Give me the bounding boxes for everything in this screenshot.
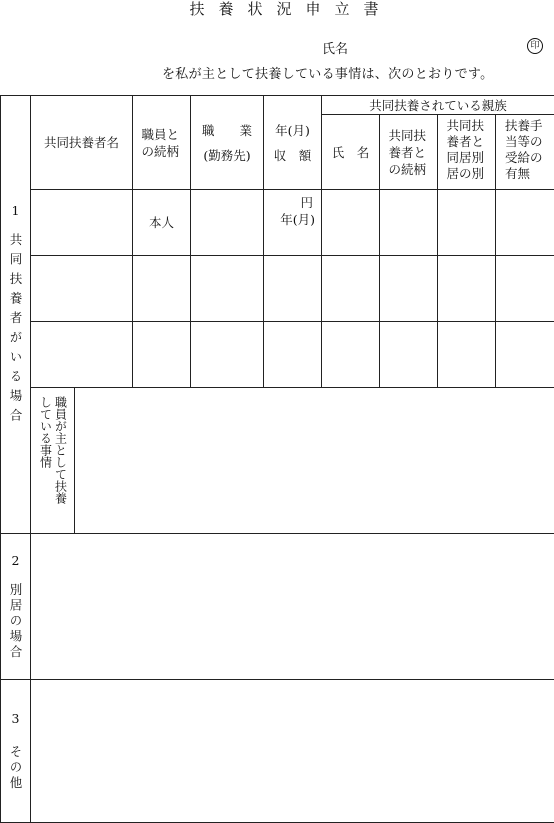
statement-text: を私が主として扶養している事情は、次のとおりです。: [162, 63, 493, 82]
section2-label: 別居の場合: [7, 583, 24, 661]
row1-name[interactable]: [31, 190, 133, 256]
row2-relative-allowance[interactable]: [496, 256, 554, 322]
row1-relative-name[interactable]: [322, 190, 380, 256]
row2-relative-name[interactable]: [322, 256, 380, 322]
header-income-bottom: 収 額: [264, 147, 321, 164]
header-co-supporter-name: 共同扶養者名: [31, 96, 133, 190]
row1-relative-cohabit[interactable]: [438, 190, 496, 256]
header-income-top: 年(月): [264, 122, 321, 139]
section2-field[interactable]: [31, 534, 554, 680]
row3-occupation[interactable]: [191, 322, 264, 388]
dependency-form-table: [0, 95, 554, 823]
header-co-supported-relatives: 共同扶養されている親族: [322, 96, 554, 115]
header-occupation-bottom: (勤務先): [191, 147, 263, 164]
row3-relative-allowance[interactable]: [496, 322, 554, 388]
subheader-cohabitation: 共同扶養者と同居別居の別: [438, 115, 496, 190]
row3-name[interactable]: [31, 322, 133, 388]
reason-field[interactable]: [75, 388, 554, 534]
row3-relative-name[interactable]: [322, 322, 380, 388]
section2-label-cell: [1, 534, 31, 680]
row1-income[interactable]: [264, 190, 322, 256]
row3-relation[interactable]: [133, 322, 191, 388]
row2-relative-relation[interactable]: [380, 256, 438, 322]
subheader-relation: 共同扶養者との続柄: [380, 115, 438, 190]
section1-label-cell: [1, 96, 31, 534]
form-title: 扶養状況申立書: [0, 0, 554, 18]
row2-relation[interactable]: [133, 256, 191, 322]
row1-occupation[interactable]: [191, 190, 264, 256]
row2-name[interactable]: [31, 256, 133, 322]
section3-number: 3: [12, 710, 20, 727]
row1-relative-relation[interactable]: [380, 190, 438, 256]
row1-income-unit: 円: [264, 194, 321, 211]
row2-relative-cohabit[interactable]: [438, 256, 496, 322]
section3-field[interactable]: [31, 680, 554, 823]
reason-label-cell: [31, 388, 75, 534]
name-label: 氏名: [322, 38, 348, 57]
header-relation-to-employee: 職員との続柄: [133, 96, 191, 190]
row1-income-period: 年(月): [264, 211, 321, 228]
section1-number: 1: [12, 202, 20, 219]
header-occupation-top: 職 業: [191, 122, 263, 139]
seal-mark: 印: [527, 38, 543, 54]
row3-income[interactable]: [264, 322, 322, 388]
row1-relation: 本人: [133, 190, 191, 256]
section1-label: 共同扶養者がいる場合: [7, 233, 24, 428]
subheader-name: 氏 名: [322, 115, 380, 190]
subheader-allowance: 扶養手当等の受給の有無: [496, 115, 554, 190]
reason-label: 職員が主として扶養している事情: [38, 396, 68, 506]
row2-occupation[interactable]: [191, 256, 264, 322]
header-occupation: [191, 96, 264, 190]
header-income: [264, 96, 322, 190]
row3-relative-relation[interactable]: [380, 322, 438, 388]
section3-label: その他: [7, 745, 24, 792]
row1-relative-allowance[interactable]: [496, 190, 554, 256]
row2-income[interactable]: [264, 256, 322, 322]
row3-relative-cohabit[interactable]: [438, 322, 496, 388]
section2-number: 2: [12, 552, 20, 569]
section3-label-cell: [1, 680, 31, 823]
